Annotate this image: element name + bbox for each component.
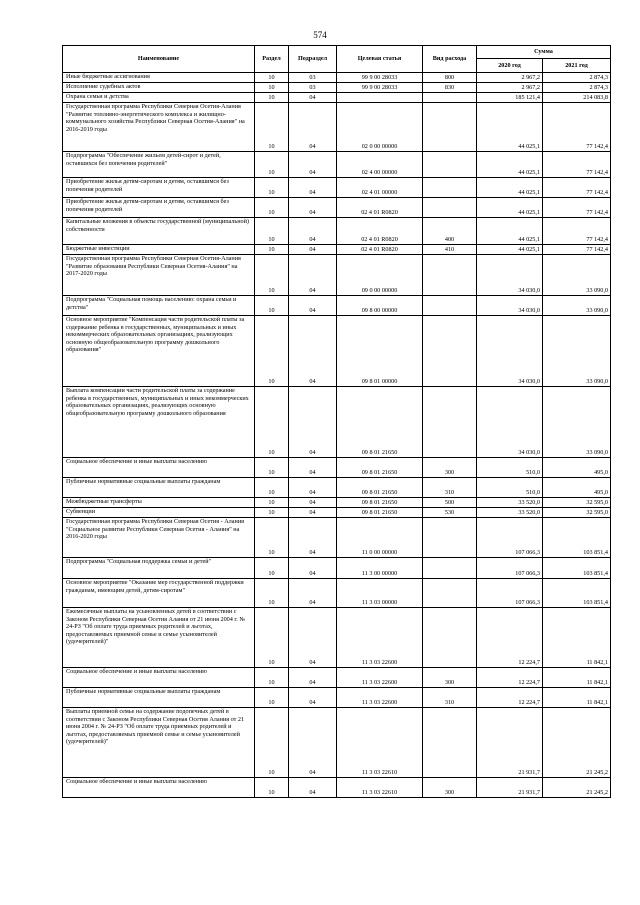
row-sum-2021: 77 142,4 [543, 103, 611, 152]
row-sum-2021: 32 595,0 [543, 498, 611, 508]
table-row [63, 152, 611, 178]
row-target-article: 09 8 01 21650 [337, 387, 423, 458]
row-section: 10 [255, 579, 289, 608]
row-expense-type [423, 608, 477, 668]
table-row [63, 73, 611, 83]
row-expense-type [423, 255, 477, 296]
header-year-2021: 2021 год [543, 59, 611, 73]
row-subsection: 04 [289, 608, 337, 668]
page-number: 574 [313, 30, 327, 40]
row-name: Охрана семьи и детства [63, 93, 255, 103]
row-name: Социальное обеспечение и иные выплаты населению [63, 668, 255, 688]
row-subsection: 04 [289, 387, 337, 458]
row-section: 10 [255, 688, 289, 708]
table-row [63, 178, 611, 198]
row-subsection: 04 [289, 458, 337, 478]
row-name: Публичные нормативные социальные выплаты гражданам [63, 688, 255, 708]
row-sum-2020: 185 121,4 [477, 93, 543, 103]
row-subsection: 04 [289, 103, 337, 152]
row-sum-2021: 2 874,3 [543, 83, 611, 93]
row-sum-2020: 12 224,7 [477, 608, 543, 668]
table-row [63, 93, 611, 103]
row-sum-2020: 12 224,7 [477, 688, 543, 708]
table-row [63, 218, 611, 245]
table-row [63, 608, 611, 668]
row-name: Подпрограмма "Социальная поддержка семьи и детей" [63, 558, 255, 579]
row-expense-type [423, 518, 477, 558]
row-name: Основное мероприятие "Компенсация части родительской платы за содержание ребенка в государственных, муниципальных и иных некоммерческих образовательных организациях, реализующих основную общеобразовательную программу дошкольного образования" [63, 316, 255, 387]
row-target-article: 11 3 03 22610 [337, 708, 423, 778]
row-section: 10 [255, 218, 289, 245]
row-sum-2020: 44 025,1 [477, 152, 543, 178]
row-sum-2021: 77 142,4 [543, 152, 611, 178]
table-row [63, 688, 611, 708]
header-name: Наименование [63, 46, 255, 73]
row-sum-2020: 107 066,3 [477, 518, 543, 558]
row-subsection: 04 [289, 218, 337, 245]
row-name: Публичные нормативные социальные выплаты гражданам [63, 478, 255, 498]
row-target-article [337, 93, 423, 103]
row-section: 10 [255, 608, 289, 668]
row-subsection: 04 [289, 558, 337, 579]
row-subsection: 04 [289, 688, 337, 708]
row-expense-type: 410 [423, 245, 477, 255]
row-expense-type [423, 708, 477, 778]
table-row [63, 508, 611, 518]
row-target-article: 02 4 01 R0820 [337, 198, 423, 218]
row-expense-type: 830 [423, 83, 477, 93]
table-row [63, 316, 611, 387]
row-target-article: 11 0 00 00000 [337, 518, 423, 558]
row-name: Межбюджетные трансферты [63, 498, 255, 508]
row-sum-2020: 44 025,1 [477, 103, 543, 152]
row-sum-2020: 510,0 [477, 478, 543, 498]
row-section: 10 [255, 387, 289, 458]
row-section: 10 [255, 198, 289, 218]
row-target-article: 09 0 00 00000 [337, 255, 423, 296]
header-target-article: Целевая статья [337, 46, 423, 73]
row-subsection: 04 [289, 178, 337, 198]
row-section: 10 [255, 498, 289, 508]
row-section: 10 [255, 558, 289, 579]
table-row [63, 103, 611, 152]
row-sum-2020: 21 931,7 [477, 708, 543, 778]
row-name: Государственная программа Республики Северная Осетия - Алания "Социальное развитие Республики Северная Осетия - Алания" на 2016-2020 годы [63, 518, 255, 558]
row-sum-2021: 32 595,0 [543, 508, 611, 518]
row-sum-2020: 510,0 [477, 458, 543, 478]
row-name: Социальное обеспечение и иные выплаты населению [63, 458, 255, 478]
row-section: 10 [255, 478, 289, 498]
table-row [63, 558, 611, 579]
row-expense-type [423, 579, 477, 608]
row-sum-2020: 33 520,0 [477, 498, 543, 508]
row-target-article: 02 4 01 R0820 [337, 245, 423, 255]
row-section: 10 [255, 93, 289, 103]
row-name: Ежемесячные выплаты на усыновленных детей в соответствии с Законом Республики Северная Осетия Алания от 21 июня 2004 г. № 24-РЗ "Об оплате труда приемных родителей и льготах, предоставляемых приемной семье и семье усыновителей (удочерителей)" [63, 608, 255, 668]
row-target-article: 02 0 00 00000 [337, 103, 423, 152]
row-target-article: 02 4 01 R0820 [337, 218, 423, 245]
row-sum-2021: 77 142,4 [543, 245, 611, 255]
row-sum-2021: 77 142,4 [543, 178, 611, 198]
row-target-article: 99 9 00 28033 [337, 83, 423, 93]
row-sum-2020: 2 967,2 [477, 83, 543, 93]
header-expense-type: Вид расхода [423, 46, 477, 73]
row-sum-2020: 34 030,0 [477, 316, 543, 387]
row-target-article: 02 4 00 00000 [337, 152, 423, 178]
row-name: Выплата компенсации части родительской платы за содержание ребенка в государственных, муниципальных и иных некоммерческих образовательных организациях, реализующих основную общеобразовательную программу дошкольного образования [63, 387, 255, 458]
table-row [63, 518, 611, 558]
row-expense-type [423, 296, 477, 316]
row-target-article: 09 8 01 21650 [337, 498, 423, 508]
table-row [63, 296, 611, 316]
row-expense-type: 310 [423, 688, 477, 708]
row-expense-type: 300 [423, 458, 477, 478]
row-name: Подпрограмма "Обеспечение жильем детей-сирот и детей, оставшихся без попечения родителей" [63, 152, 255, 178]
row-sum-2020: 34 030,0 [477, 296, 543, 316]
header-section: Раздел [255, 46, 289, 73]
row-sum-2020: 12 224,7 [477, 668, 543, 688]
row-subsection: 04 [289, 508, 337, 518]
table-row [63, 255, 611, 296]
row-section: 10 [255, 178, 289, 198]
row-name: Социальное обеспечение и иные выплаты населению [63, 778, 255, 798]
row-expense-type: 400 [423, 218, 477, 245]
row-section: 10 [255, 73, 289, 83]
row-sum-2021: 214 083,8 [543, 93, 611, 103]
row-sum-2020: 44 025,1 [477, 218, 543, 245]
row-sum-2020: 107 066,3 [477, 558, 543, 579]
row-name: Государственная программа Республики Северная Осетия-Алания "Развитие топливно-энергетического комплекса и жилищно-коммунального хозяйства Республики Северная Осетия-Алания" на 2016-2019 годы [63, 103, 255, 152]
row-section: 10 [255, 708, 289, 778]
table-row [63, 83, 611, 93]
row-subsection: 04 [289, 93, 337, 103]
row-target-article: 09 8 01 00000 [337, 316, 423, 387]
row-target-article: 11 3 03 00000 [337, 579, 423, 608]
row-name: Основное мероприятие "Оказание мер государственной поддержки гражданам, имеющим детей, детям-сиротам" [63, 579, 255, 608]
row-sum-2020: 34 030,0 [477, 387, 543, 458]
row-sum-2021: 21 245,2 [543, 778, 611, 798]
row-name: Подпрограмма "Социальная помощь населению: охрана семьи и детства" [63, 296, 255, 316]
row-expense-type [423, 152, 477, 178]
row-section: 10 [255, 152, 289, 178]
row-name: Приобретение жилья детям-сиротам и детям, оставшимся без попечения родителей [63, 178, 255, 198]
row-section: 10 [255, 255, 289, 296]
row-sum-2021: 2 874,3 [543, 73, 611, 83]
table-row [63, 708, 611, 778]
row-sum-2020: 107 066,3 [477, 579, 543, 608]
row-subsection: 04 [289, 198, 337, 218]
budget-table [62, 45, 611, 798]
row-sum-2021: 33 090,0 [543, 316, 611, 387]
row-target-article: 09 8 01 21650 [337, 508, 423, 518]
row-expense-type: 530 [423, 508, 477, 518]
row-expense-type [423, 558, 477, 579]
row-section: 10 [255, 103, 289, 152]
row-section: 10 [255, 245, 289, 255]
row-target-article: 11 3 00 00000 [337, 558, 423, 579]
row-target-article: 09 8 01 21650 [337, 458, 423, 478]
row-sum-2020: 44 025,1 [477, 198, 543, 218]
header-subsection: Подраздел [289, 46, 337, 73]
row-name: Приобретение жилья детям-сиротам и детям, оставшимся без попечения родителей [63, 198, 255, 218]
row-subsection: 04 [289, 478, 337, 498]
row-section: 10 [255, 518, 289, 558]
row-subsection: 04 [289, 518, 337, 558]
row-sum-2021: 103 851,4 [543, 558, 611, 579]
row-sum-2021: 495,0 [543, 458, 611, 478]
row-subsection: 04 [289, 579, 337, 608]
row-section: 10 [255, 458, 289, 478]
row-section: 10 [255, 316, 289, 387]
row-sum-2021: 103 851,4 [543, 579, 611, 608]
row-expense-type [423, 103, 477, 152]
row-expense-type: 300 [423, 668, 477, 688]
row-subsection: 04 [289, 668, 337, 688]
row-section: 10 [255, 83, 289, 93]
row-subsection: 04 [289, 708, 337, 778]
row-expense-type: 300 [423, 778, 477, 798]
row-sum-2021: 11 842,1 [543, 608, 611, 668]
row-section: 10 [255, 668, 289, 688]
row-section: 10 [255, 508, 289, 518]
row-sum-2021: 11 842,1 [543, 668, 611, 688]
row-expense-type [423, 316, 477, 387]
row-sum-2021: 11 842,1 [543, 688, 611, 708]
row-expense-type: 310 [423, 478, 477, 498]
row-target-article: 09 8 00 00000 [337, 296, 423, 316]
row-sum-2021: 21 245,2 [543, 708, 611, 778]
row-sum-2020: 44 025,1 [477, 178, 543, 198]
table-row [63, 198, 611, 218]
row-expense-type: 800 [423, 73, 477, 83]
row-target-article: 11 3 03 22600 [337, 688, 423, 708]
table-row [63, 478, 611, 498]
row-subsection: 03 [289, 73, 337, 83]
row-target-article: 11 3 03 22610 [337, 778, 423, 798]
header-year-2020: 2020 год [477, 59, 543, 73]
row-sum-2021: 33 090,0 [543, 296, 611, 316]
table-row [63, 387, 611, 458]
row-sum-2020: 2 967,2 [477, 73, 543, 83]
row-name: Капитальные вложения в объекты государственной (муниципальной) собственности [63, 218, 255, 245]
row-section: 10 [255, 296, 289, 316]
row-expense-type [423, 198, 477, 218]
row-expense-type: 500 [423, 498, 477, 508]
table-row [63, 498, 611, 508]
table-body [63, 73, 611, 798]
table-row [63, 579, 611, 608]
row-sum-2021: 77 142,4 [543, 218, 611, 245]
row-sum-2021: 33 090,0 [543, 387, 611, 458]
row-expense-type [423, 178, 477, 198]
table-row [63, 668, 611, 688]
row-target-article: 99 9 00 28033 [337, 73, 423, 83]
row-sum-2021: 77 142,4 [543, 198, 611, 218]
row-name: Бюджетные инвестиции [63, 245, 255, 255]
row-sum-2020: 33 520,0 [477, 508, 543, 518]
row-subsection: 04 [289, 245, 337, 255]
row-expense-type [423, 93, 477, 103]
row-target-article: 11 3 03 22600 [337, 608, 423, 668]
row-subsection: 04 [289, 316, 337, 387]
row-sum-2020: 21 931,7 [477, 778, 543, 798]
header-sum: Сумма [477, 46, 611, 59]
row-subsection: 04 [289, 152, 337, 178]
row-expense-type [423, 387, 477, 458]
row-name: Выплаты приемной семье на содержание подопечных детей в соответствии с Законом Республики Северная Осетия Алания от 21 июня 2004 г. № 24-РЗ "Об оплате труда приемных родителей и льготах, предоставляемых приемной семье и семье усыновителей (удочерителей)" [63, 708, 255, 778]
row-sum-2021: 33 090,0 [543, 255, 611, 296]
row-name: Государственная программа Республики Северная Осетия-Алания "Развитие образования Республики Северная Осетия-Алания" на 2017-2020 годы [63, 255, 255, 296]
table-row [63, 458, 611, 478]
row-subsection: 04 [289, 296, 337, 316]
row-target-article: 11 3 03 22600 [337, 668, 423, 688]
row-subsection: 04 [289, 255, 337, 296]
table-row [63, 245, 611, 255]
row-sum-2021: 495,0 [543, 478, 611, 498]
row-target-article: 09 8 01 21650 [337, 478, 423, 498]
row-sum-2020: 34 030,0 [477, 255, 543, 296]
row-subsection: 04 [289, 778, 337, 798]
row-sum-2020: 44 025,1 [477, 245, 543, 255]
row-name: Иные бюджетные ассигнования [63, 73, 255, 83]
row-name: Исполнение судебных актов [63, 83, 255, 93]
row-target-article: 02 4 01 00000 [337, 178, 423, 198]
row-section: 10 [255, 778, 289, 798]
row-subsection: 03 [289, 83, 337, 93]
row-sum-2021: 103 851,4 [543, 518, 611, 558]
row-name: Субвенции [63, 508, 255, 518]
row-subsection: 04 [289, 498, 337, 508]
table-row [63, 778, 611, 798]
